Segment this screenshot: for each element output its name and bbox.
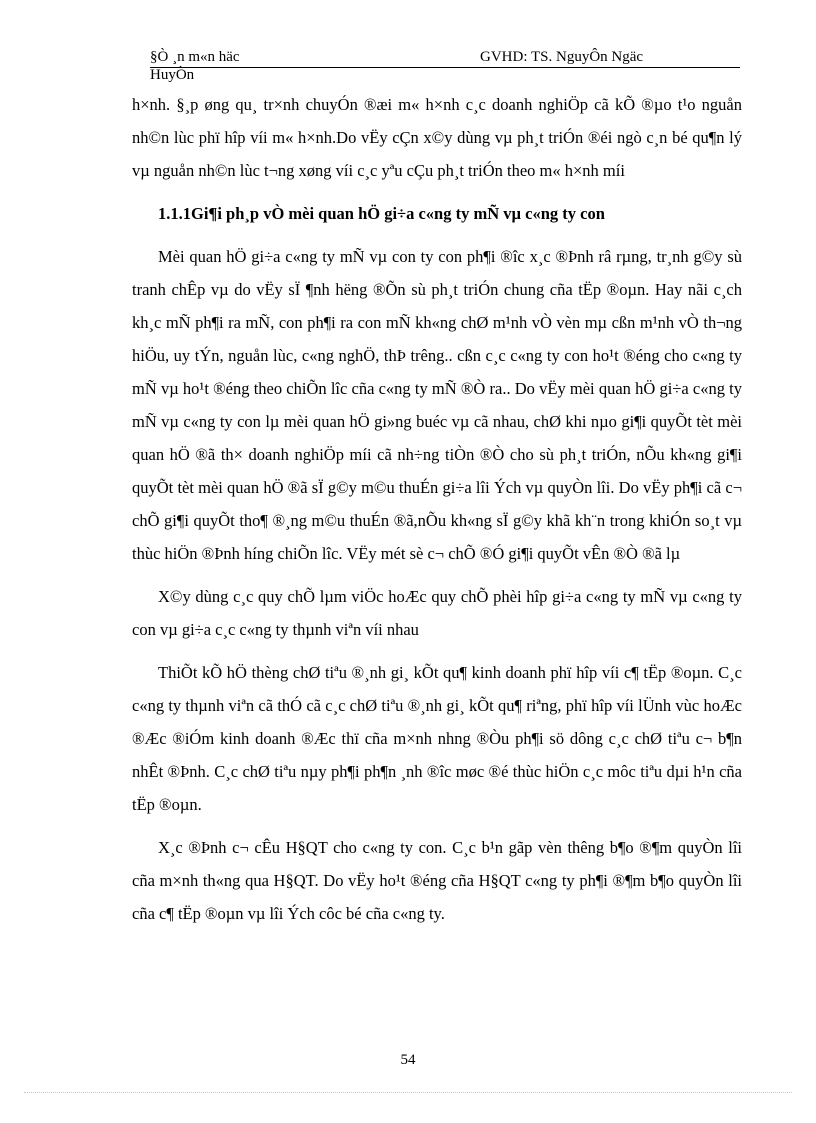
header-supervisor-continuation: HuyÒn [150,67,195,83]
paragraph-regulations: X©y dùng c¸c quy chÕ lµm viÖc hoÆc quy chÕ phèi hîp gi÷a c«ng ty mÑ vµ c«ng ty con vµ gi÷a c¸c c«ng ty thµnh viªn víi nhau [132,587,742,639]
header-rule [150,67,740,68]
paragraph-indicators: ThiÕt kÕ hÖ thèng chØ tiªu ®¸nh gi¸ kÕt qu¶ kinh doanh phï hîp víi c¶ tËp ®oµn. C¸c c«ng ty thµnh viªn cã thÓ cã c¸c chØ tiªu ®¸nh gi¸ kÕt qu¶ riªng, phï hîp víi lÜnh vùc hoÆc ®Æc ®iÓm kinh doanh ®Æc thï cña m×nh nhng ®Òu ph¶i sö dông c¸c chØ tiªu c¬ b¶n nhÊt ®Þnh. C¸c chØ tiªu nµy ph¶i ph¶n ¸nh ®îc møc ®é thùc hiÖn c¸c môc tiªu dµi h¹n cña tËp ®oµn. [132,663,742,814]
page-header [150,47,740,91]
section-heading: 1.1.1Gi¶i ph¸p vÒ mèi quan hÖ gi÷a c«ng ty mÑ vµ c«ng ty con [158,204,605,223]
header-supervisor: GVHD: TS. NguyÔn Ngäc [480,49,644,65]
body-text [132,88,742,940]
page-number: 54 [400,1052,416,1068]
page-bottom-divider [24,1092,792,1093]
paragraph-board-structure: X¸c ®Þnh c¬ cÊu H§QT cho c«ng ty con. C¸c b¹n gãp vèn thêng b¶o ®¶m quyÒn lîi cña m×nh th«ng qua H§QT. Do vËy ho¹t ®éng cña H§QT c«ng ty ph¶i ®¶m b¶o quyÒn lîi cña c¶ tËp ®oµn vµ lîi Ých côc bé cña c«ng ty. [132,838,742,923]
paragraph-relationship: Mèi quan hÖ gi÷a c«ng ty mÑ vµ con ty con ph¶i ®îc x¸c ®Þnh râ rµng, tr¸nh g©y sù tranh chÊp vµ do vËy sÏ ¶nh hëng ®Õn sù ph¸t triÓn chung cña tËp ®oµn. Hay nãi c¸ch kh¸c mÑ ph¶i ra mÑ, con ph¶i ra con mÑ kh«ng chØ m¹nh vÒ vèn mµ cßn m¹nh vÒ th¬ng hiÖu, uy tÝn, nguån lùc, c«ng nghÖ, thÞ trêng.. cßn c¸c c«ng ty con ho¹t ®éng cho c«ng ty mÑ vµ ho¹t ®éng theo chiÕn lîc cña c«ng ty mÑ ®Ò ra.. Do vËy mèi quan hÖ gi÷a c«ng ty mÑ vµ c«ng ty con lµ mèi quan hÖ gi»ng buéc vµ cã nhau, chØ khi nµo gi¶i quyÕt tèt mèi quan hÖ ®ã th× doanh nghiÖp míi cã nh÷ng tiÒn ®Ò cho sù ph¸t triÓn, nÕu kh«ng gi¶i quyÕt tèt mèi quan hÖ ®ã sÏ g©y m©u thuÉn gi÷a lîi Ých vµ quyÒn lîi. Do vËy ph¶i cã c¬ chÕ gi¶i quyÕt tho¶ ®¸ng m©u thuÉn ®ã,nÕu kh«ng sÏ g©y khã kh¨n trong khiÓn so¸t vµ thùc hiÖn ®Þnh híng chiÕn lîc. VËy mét sè c¬ chÕ ®Ó gi¶i quyÕt vÊn ®Ò ®ã lµ [132,247,742,563]
header-course-title: §Ò ¸n m«n häc [150,49,240,65]
paragraph-training: h×nh. §¸p øng qu¸ tr×nh chuyÓn ®æi m« h×nh c¸c doanh nghiÖp cã kÕ ®µo t¹o nguån nh©n lùc phï hîp víi m« h×nh.Do vËy cÇn x©y dùng vµ ph¸t triÓn ®éi ngò c¸n bé qu¶n lý vµ nguån nh©n lùc t¬ng xøng víi c¸c yªu cÇu ph¸t triÓn theo m« h×nh míi [132,95,742,180]
